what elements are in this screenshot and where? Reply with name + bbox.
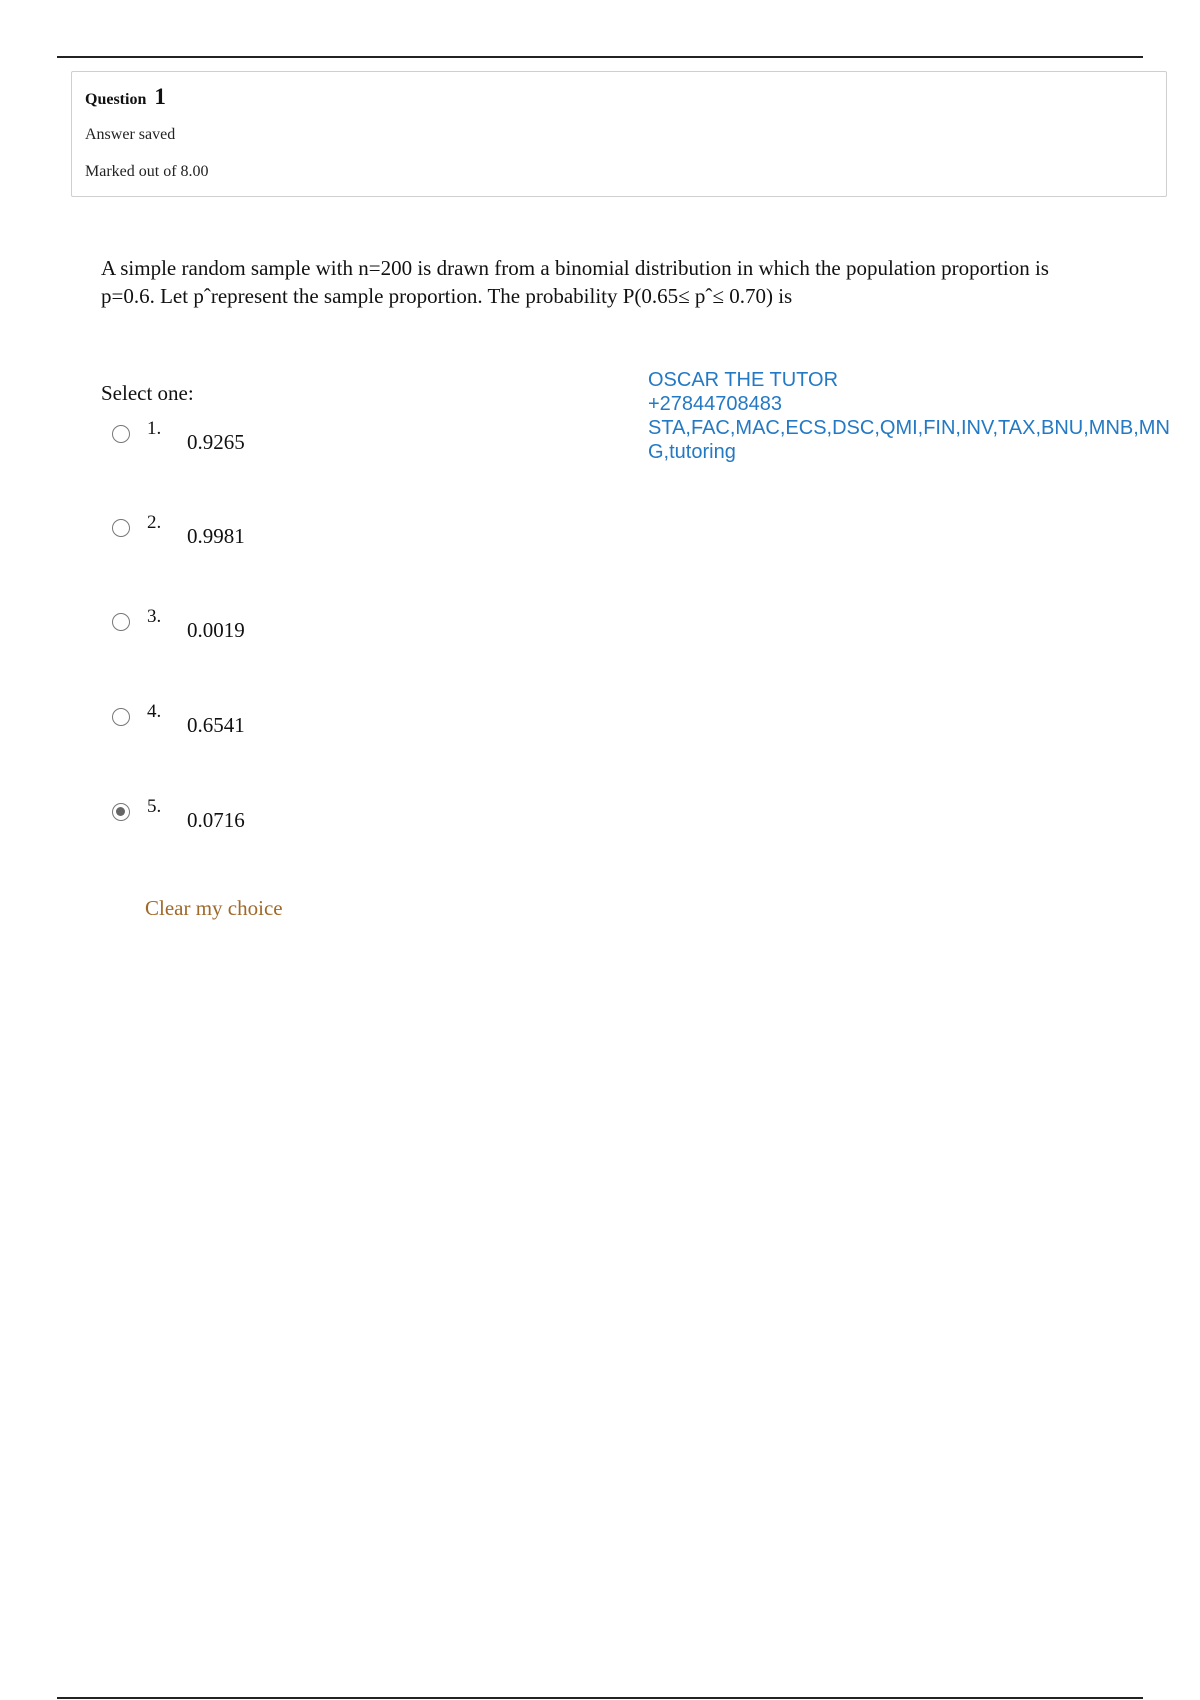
option-number: 3. [147,606,162,627]
top-rule [57,56,1143,58]
radio-button-2[interactable] [112,519,130,537]
question-info-box [71,71,1167,197]
question-label: Question [85,91,147,108]
watermark-line-3: STA,FAC,MAC,ECS,DSC,QMI,FIN,INV,TAX,BNU,MNB,MN [648,417,1170,439]
option-value[interactable]: 0.9981 [187,524,245,548]
radio-button-1[interactable] [112,425,130,443]
option-number: 5. [147,796,162,817]
radio-button-3[interactable] [112,613,130,631]
question-grade: Marked out of 8.00 [85,163,209,180]
question-state: Answer saved [85,126,176,143]
option-value[interactable]: 0.0019 [187,618,245,642]
option-value[interactable]: 0.0716 [187,808,245,832]
watermark-line-2: +27844708483 [648,393,783,415]
option-value[interactable]: 0.9265 [187,430,245,454]
question-heading [85,84,166,110]
option-number: 4. [147,701,162,722]
question-text-line-1: A simple random sample with n=200 is drawn from a binomial distribution in which the population proportion is [101,256,1049,280]
watermark-line-4: G,tutoring [648,441,736,463]
option-number: 1. [147,418,162,439]
tutor-watermark [648,368,1170,464]
answer-option-2[interactable] [112,512,412,546]
watermark-line-1: OSCAR THE TUTOR [648,369,839,391]
answer-option-4[interactable] [112,701,412,735]
question-text [101,254,1101,310]
option-value[interactable]: 0.6541 [187,713,245,737]
answer-option-1[interactable] [112,418,412,452]
question-text-line-2: p=0.6. Let pˆrepresent the sample proportion. The probability P(0.65≤ pˆ≤ 0.70) is [101,284,793,308]
question-number: 1 [154,84,166,109]
clear-my-choice-link[interactable]: Clear my choice [145,896,283,920]
radio-button-4[interactable] [112,708,130,726]
radio-button-5[interactable] [112,803,130,821]
answer-option-3[interactable] [112,606,412,640]
select-one-prompt: Select one: [101,381,194,405]
option-number: 2. [147,512,162,533]
bottom-rule [57,1697,1143,1699]
answer-option-5[interactable] [112,796,412,830]
